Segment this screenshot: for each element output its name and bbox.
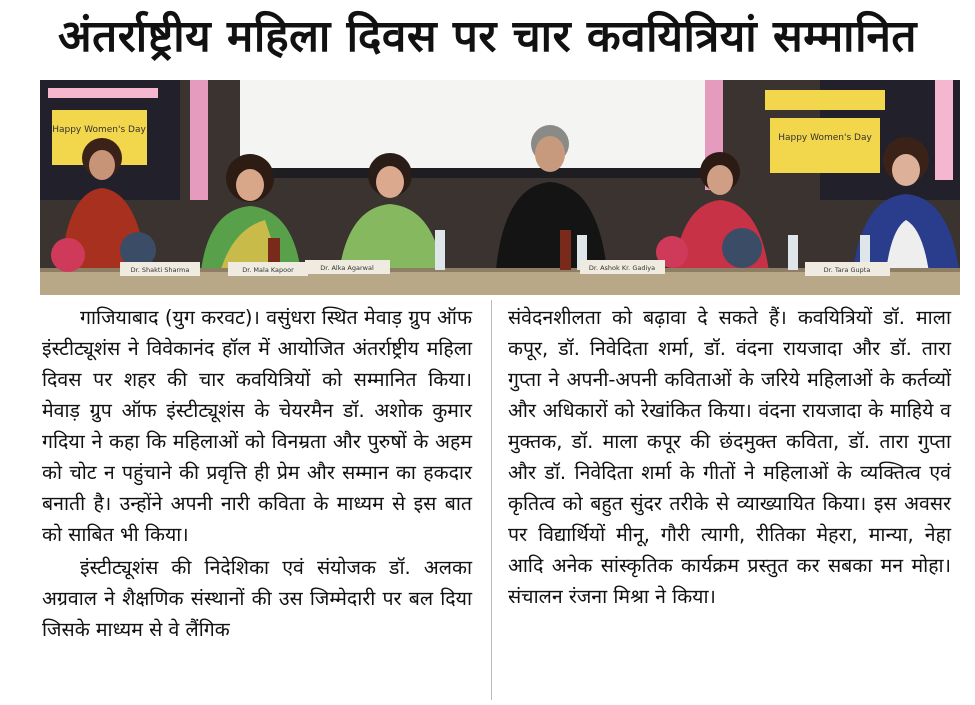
poster-right	[770, 118, 880, 173]
nameplate-4: Dr. Ashok Kr. Gadiya	[588, 264, 656, 272]
article-column-left	[42, 302, 472, 645]
nameplate-1: Dr. Shakti Sharma	[130, 266, 190, 274]
article-column-right	[508, 302, 951, 612]
article-paragraph: इंस्टीट्यूशंस की निदेशिका एवं संयोजक डॉ. अलका अग्रवाल ने शैक्षणिक संस्थानों की उस जिम्मेदारी पर बल दिया जिसके माध्यम से वे लैंगिक	[42, 556, 472, 641]
column-divider	[491, 300, 492, 700]
event-photo-illustration	[40, 80, 960, 295]
event-photo	[40, 80, 960, 295]
poster-right-text: Happy Women's Day	[778, 133, 872, 143]
nameplate-5: Dr. Tara Gupta	[823, 266, 871, 274]
nameplate-3: Dr. Alka Agarwal	[320, 264, 374, 272]
headline: अंतर्राष्ट्रीय महिला दिवस पर चार कवयित्रियां सम्मानित	[58, 11, 917, 62]
poster-left-text: Happy Women's Day	[52, 125, 146, 135]
nameplate-2: Dr. Mala Kapoor	[242, 266, 294, 274]
article-paragraph: संवेदनशीलता को बढ़ावा दे सकते हैं। कवयित्रियों डॉ. माला कपूर, डॉ. निवेदिता शर्मा, डॉ. वंदना रायजादा और डॉ. तारा गुप्ता ने अपनी-अपनी कविताओं के जरिये महिलाओं के कर्तव्यों और अधिकारों को रेखांकित किया। वंदना रायजादा के माहिये व मुक्तक, डॉ. माला कपूर की छंदमुक्त कविता, डॉ. तारा गुप्ता और डॉ. निवेदिता शर्मा के गीतों ने महिलाओं के व्यक्तित्व एवं कृतित्व को बहुत सुंदर तरीके से व्याख्यायित किया। इस अवसर पर विद्यार्थियों मीनू, गौरी त्यागी, रीतिका मेहरा, मान्या, नेहा आदि अनेक सांस्कृतिक कार्यक्रम प्रस्तुत कर सबका मन मोहा। संचालन रंजना मिश्रा ने किया।	[508, 306, 951, 608]
article-paragraph: गाजियाबाद (युग करवट)। वसुंधरा स्थित मेवाड़ ग्रुप ऑफ इंस्टीट्यूशंस ने विवेकानंद हॉल में आयोजित अंतर्राष्ट्रीय महिला दिवस पर शहर की चार कवयित्रियों को सम्मानित किया। मेवाड़ ग्रुप ऑफ इंस्टीट्यूशंस के चेयरमैन डॉ. अशोक कुमार गदिया ने कहा कि महिलाओं को विनम्रता और पुरुषों के अहम को चोट न पहुंचाने की प्रवृत्ति ही प्रेम और सम्मान का हकदार बनाती है। उन्होंने अपनी नारी कविता के माध्यम से इस बात को साबित भी किया।	[42, 306, 472, 546]
